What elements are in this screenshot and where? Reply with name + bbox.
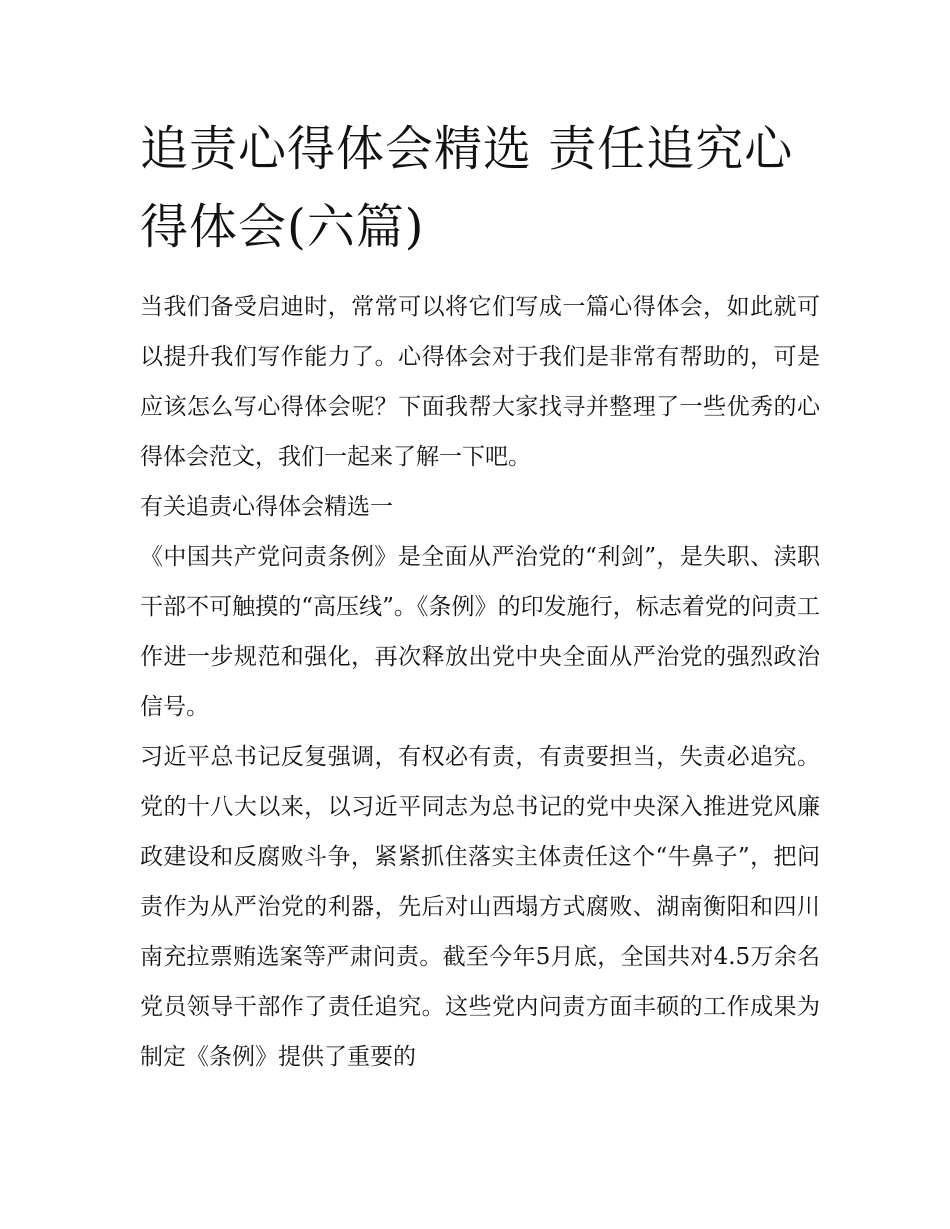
intro-paragraph: 当我们备受启迪时，常常可以将它们写成一篇心得体会，如此就可以提升我们写作能力了。心得体会对于我们是非常有帮助的，可是应该怎么写心得体会呢？下面我帮大家找寻并整理了一些优秀的心得体会范文，我们一起来了解一下吧。	[140, 294, 820, 470]
body-paragraph-2: 习近平总书记反复强调，有权必有责，有责要担当，失责必追究。党的十八大以来，以习近平同志为总书记的党中央深入推进党风廉政建设和反腐败斗争，紧紧抓住落实主体责任这个“牛鼻子”，把问责作为从严治党的利器，先后对山西塌方式腐败、湖南衡阳和四川南充拉票贿选案等严肃问责。截至今年5月底，全国共对4.5万余名党员领导干部作了责任追究。这些党内问责方面丰硕的工作成果为制定《条例》提供了重要的	[140, 744, 820, 1070]
document-title: 追责心得体会精选 责任追究心得体会(六篇)	[140, 121, 794, 255]
title-block	[140, 110, 820, 266]
section-heading: 有关追责心得体会精选一	[140, 494, 393, 520]
document-page	[140, 110, 820, 1082]
body-paragraph-1: 《中国共产党问责条例》是全面从严治党的“利剑”，是失职、渎职干部不可触摸的“高压线”。《条例》的印发施行，标志着党的问责工作进一步规范和强化，再次释放出党中央全面从严治党的强烈政治信号。	[140, 544, 820, 720]
